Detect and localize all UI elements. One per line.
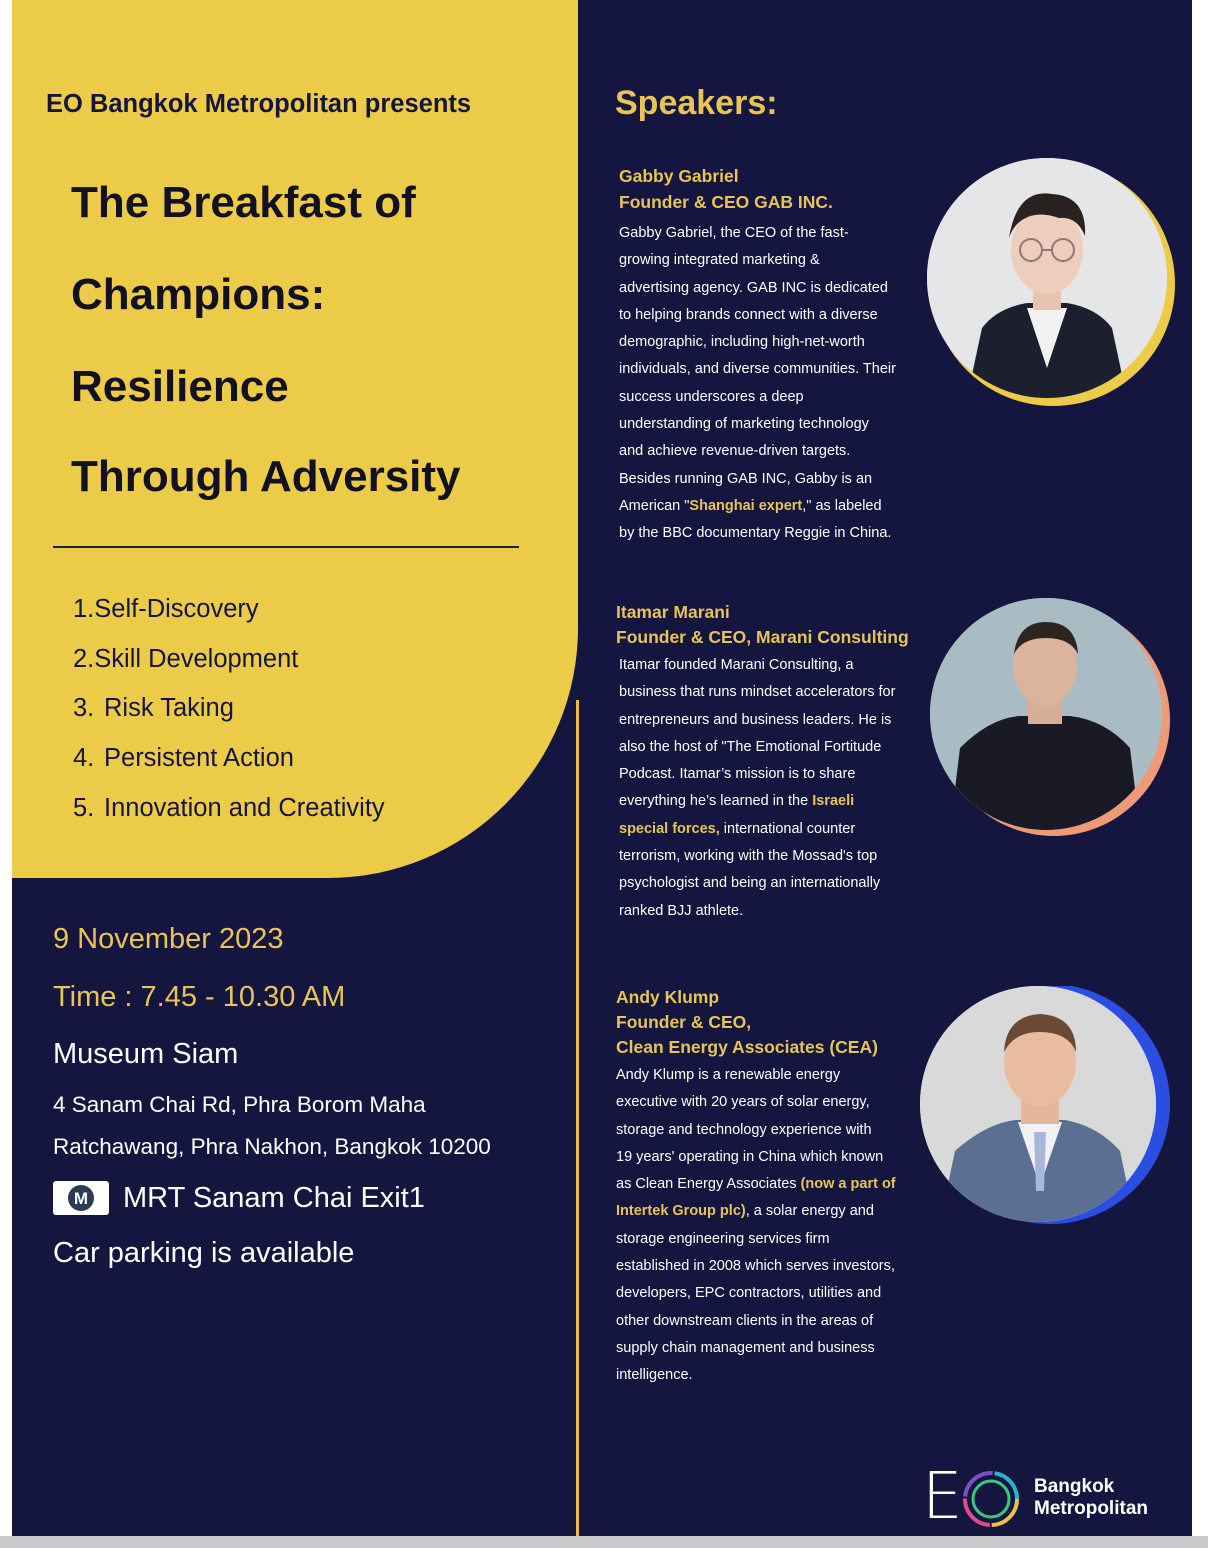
bio-line xyxy=(616,1226,936,1253)
bio-line xyxy=(619,788,939,815)
bio-line xyxy=(619,356,939,383)
bio-text: terrorism, working with the Mossad's top xyxy=(619,848,878,865)
speaker-photo-gabby xyxy=(927,158,1177,413)
logo-ring-icon xyxy=(960,1468,1022,1530)
bio-text: entrepreneurs and business leaders. He is xyxy=(619,711,892,728)
bio-text: international counter xyxy=(719,820,856,837)
bio-text: established in 2008 which serves investors, xyxy=(616,1258,895,1275)
bio-line xyxy=(619,898,939,925)
speaker-bio xyxy=(619,220,939,548)
speaker-bio xyxy=(616,1062,936,1390)
bio-line xyxy=(619,275,939,302)
bio-highlight: Intertek Group plc) xyxy=(616,1203,746,1220)
topic-number: 2. xyxy=(73,645,95,673)
speaker-bio xyxy=(619,652,939,925)
bio-text: ," as labeled xyxy=(802,497,882,514)
bio-text: Andy Klump is a renewable energy xyxy=(616,1067,841,1083)
bio-text: other downstream clients in the areas of xyxy=(616,1312,874,1329)
bio-text: business that runs mindset accelerators for xyxy=(619,684,896,701)
speaker-photo-itamar xyxy=(930,598,1180,838)
bio-text: to helping brands connect with a diverse xyxy=(619,306,878,323)
bio-text: Podcast. Itamar’s mission is to share xyxy=(619,766,856,783)
bio-line xyxy=(616,1144,936,1171)
logo-city-line-2: Metropolitan xyxy=(1034,1498,1148,1519)
parking-note: Car parking is available xyxy=(53,1237,355,1269)
topic-label: Risk Taking xyxy=(104,694,234,722)
speaker-name: Andy Klump xyxy=(616,987,720,1007)
bio-text: 19 years' operating in China which known xyxy=(616,1148,884,1165)
topic-item xyxy=(73,645,298,674)
mrt-station: MRT Sanam Chai Exit1 xyxy=(123,1181,425,1214)
bio-line xyxy=(619,329,939,356)
bio-line xyxy=(616,1171,936,1198)
venue-address-line-2: Ratchawang, Phra Nakhon, Bangkok 10200 xyxy=(53,1134,491,1159)
bio-line xyxy=(619,843,939,870)
bio-line xyxy=(616,1362,936,1389)
event-date: 9 November 2023 xyxy=(53,923,284,955)
speaker-name: Gabby Gabriel xyxy=(619,166,739,186)
bio-line xyxy=(616,1280,936,1307)
event-time: Time : 7.45 - 10.30 AM xyxy=(53,981,346,1013)
logo-text xyxy=(1034,1476,1148,1520)
topic-number: 5. xyxy=(73,794,95,822)
eo-logo xyxy=(922,1462,1172,1532)
topic-item xyxy=(73,794,385,823)
bio-line xyxy=(619,707,939,734)
bio-text: Gabby Gabriel, the CEO of the fast- xyxy=(619,225,849,241)
bio-text: developers, EPC contractors, utilities and xyxy=(616,1285,882,1302)
venue-address-line-1: 4 Sanam Chai Rd, Phra Borom Maha xyxy=(53,1092,426,1117)
logo-city-line-1: Bangkok xyxy=(1034,1476,1115,1497)
speaker-role-line: Founder & CEO, xyxy=(616,1012,752,1032)
bio-line xyxy=(619,816,939,843)
bio-line xyxy=(619,761,939,788)
speaker-name: Itamar Marani xyxy=(616,602,730,622)
topic-item xyxy=(73,595,259,624)
bio-highlight: (now a part of xyxy=(800,1176,896,1193)
bio-line xyxy=(616,1253,936,1280)
title-line-3: Resilience xyxy=(71,362,289,411)
bio-line xyxy=(619,438,939,465)
bio-text: American " xyxy=(619,497,690,514)
bio-line xyxy=(619,870,939,897)
bio-text: everything he’s learned in the xyxy=(619,793,813,810)
bio-text: ranked BJJ athlete. xyxy=(619,902,744,919)
bio-text: by the BBC documentary Reggie in China. xyxy=(619,525,892,542)
mrt-logo-icon xyxy=(53,1181,109,1215)
bio-line xyxy=(616,1089,936,1116)
topic-number: 3. xyxy=(73,694,95,722)
bio-text: understanding of marketing technology xyxy=(619,416,869,433)
bio-text: supply chain management and business xyxy=(616,1339,875,1356)
bio-text: growing integrated marketing & xyxy=(619,252,820,269)
bio-highlight: special forces, xyxy=(619,820,720,837)
bio-text: Itamar founded Marani Consulting, a xyxy=(619,657,854,673)
topic-number: 1. xyxy=(73,595,95,623)
column-divider xyxy=(576,700,579,1536)
mrt-info xyxy=(53,1178,425,1218)
mrt-badge-icon xyxy=(61,1183,101,1213)
title-line-1: The Breakfast of xyxy=(71,178,416,227)
bio-text: as Clean Energy Associates xyxy=(616,1176,801,1193)
bio-line xyxy=(619,734,939,761)
bio-line xyxy=(619,679,939,706)
bio-text: intelligence. xyxy=(616,1367,693,1384)
bio-line xyxy=(616,1308,936,1335)
bio-highlight: Shanghai expert xyxy=(689,497,803,514)
speaker-role: Founder & CEO GAB INC. xyxy=(619,192,833,212)
bio-line xyxy=(616,1117,936,1144)
logo-letter: E xyxy=(922,1460,963,1534)
bio-line xyxy=(619,520,939,547)
topic-label: Skill Development xyxy=(94,645,299,673)
bio-highlight: Israeli xyxy=(812,793,855,810)
bio-text: , a solar energy and xyxy=(745,1203,874,1220)
bio-line xyxy=(619,247,939,274)
title-divider xyxy=(53,546,519,548)
bio-text: and achieve revenue-driven targets. xyxy=(619,443,851,460)
bio-line xyxy=(616,1198,936,1225)
bio-line xyxy=(619,493,939,520)
presenter-line: EO Bangkok Metropolitan presents xyxy=(46,90,472,118)
bio-text: success underscores a deep xyxy=(619,388,804,405)
bio-line xyxy=(616,1062,936,1089)
bio-text: individuals, and diverse communities. Their xyxy=(619,361,896,378)
mrt-badge-letter: M xyxy=(73,1189,89,1208)
speaker-role-line: Clean Energy Associates (CEA) xyxy=(616,1037,878,1057)
bio-text: executive with 20 years of solar energy, xyxy=(616,1094,870,1111)
title-line-4: Through Adversity xyxy=(71,452,461,501)
topic-label: Innovation and Creativity xyxy=(104,794,385,822)
bio-text: Besides running GAB INC, Gabby is an xyxy=(619,470,873,487)
page-bottom-edge xyxy=(0,1536,1208,1548)
bio-line xyxy=(616,1335,936,1362)
bio-line xyxy=(619,652,939,679)
bio-text: demographic, including high-net-worth xyxy=(619,334,865,351)
topic-label: Persistent Action xyxy=(104,744,294,772)
bio-line xyxy=(619,384,939,411)
bio-text: advertising agency. GAB INC is dedicated xyxy=(619,279,888,296)
speaker-role: Founder & CEO, Marani Consulting xyxy=(616,627,909,647)
bio-line xyxy=(619,220,939,247)
event-poster xyxy=(12,0,1192,1536)
bio-text: also the host of "The Emotional Fortitude xyxy=(619,738,882,755)
bio-text: storage and technology experience with xyxy=(616,1121,872,1138)
bio-line xyxy=(619,302,939,329)
title-line-2: Champions: xyxy=(71,270,326,319)
bio-text: psychologist and being an internationally xyxy=(619,875,881,892)
event-venue: Museum Siam xyxy=(53,1038,239,1070)
speakers-heading: Speakers: xyxy=(615,84,778,122)
topic-number: 4. xyxy=(73,744,95,772)
bio-line xyxy=(619,411,939,438)
topic-item xyxy=(73,744,294,773)
topic-item xyxy=(73,694,234,723)
topic-label: Self-Discovery xyxy=(94,595,259,623)
bio-line xyxy=(619,466,939,493)
speaker-photo-andy xyxy=(920,986,1178,1226)
bio-text: storage engineering services firm xyxy=(616,1230,830,1247)
